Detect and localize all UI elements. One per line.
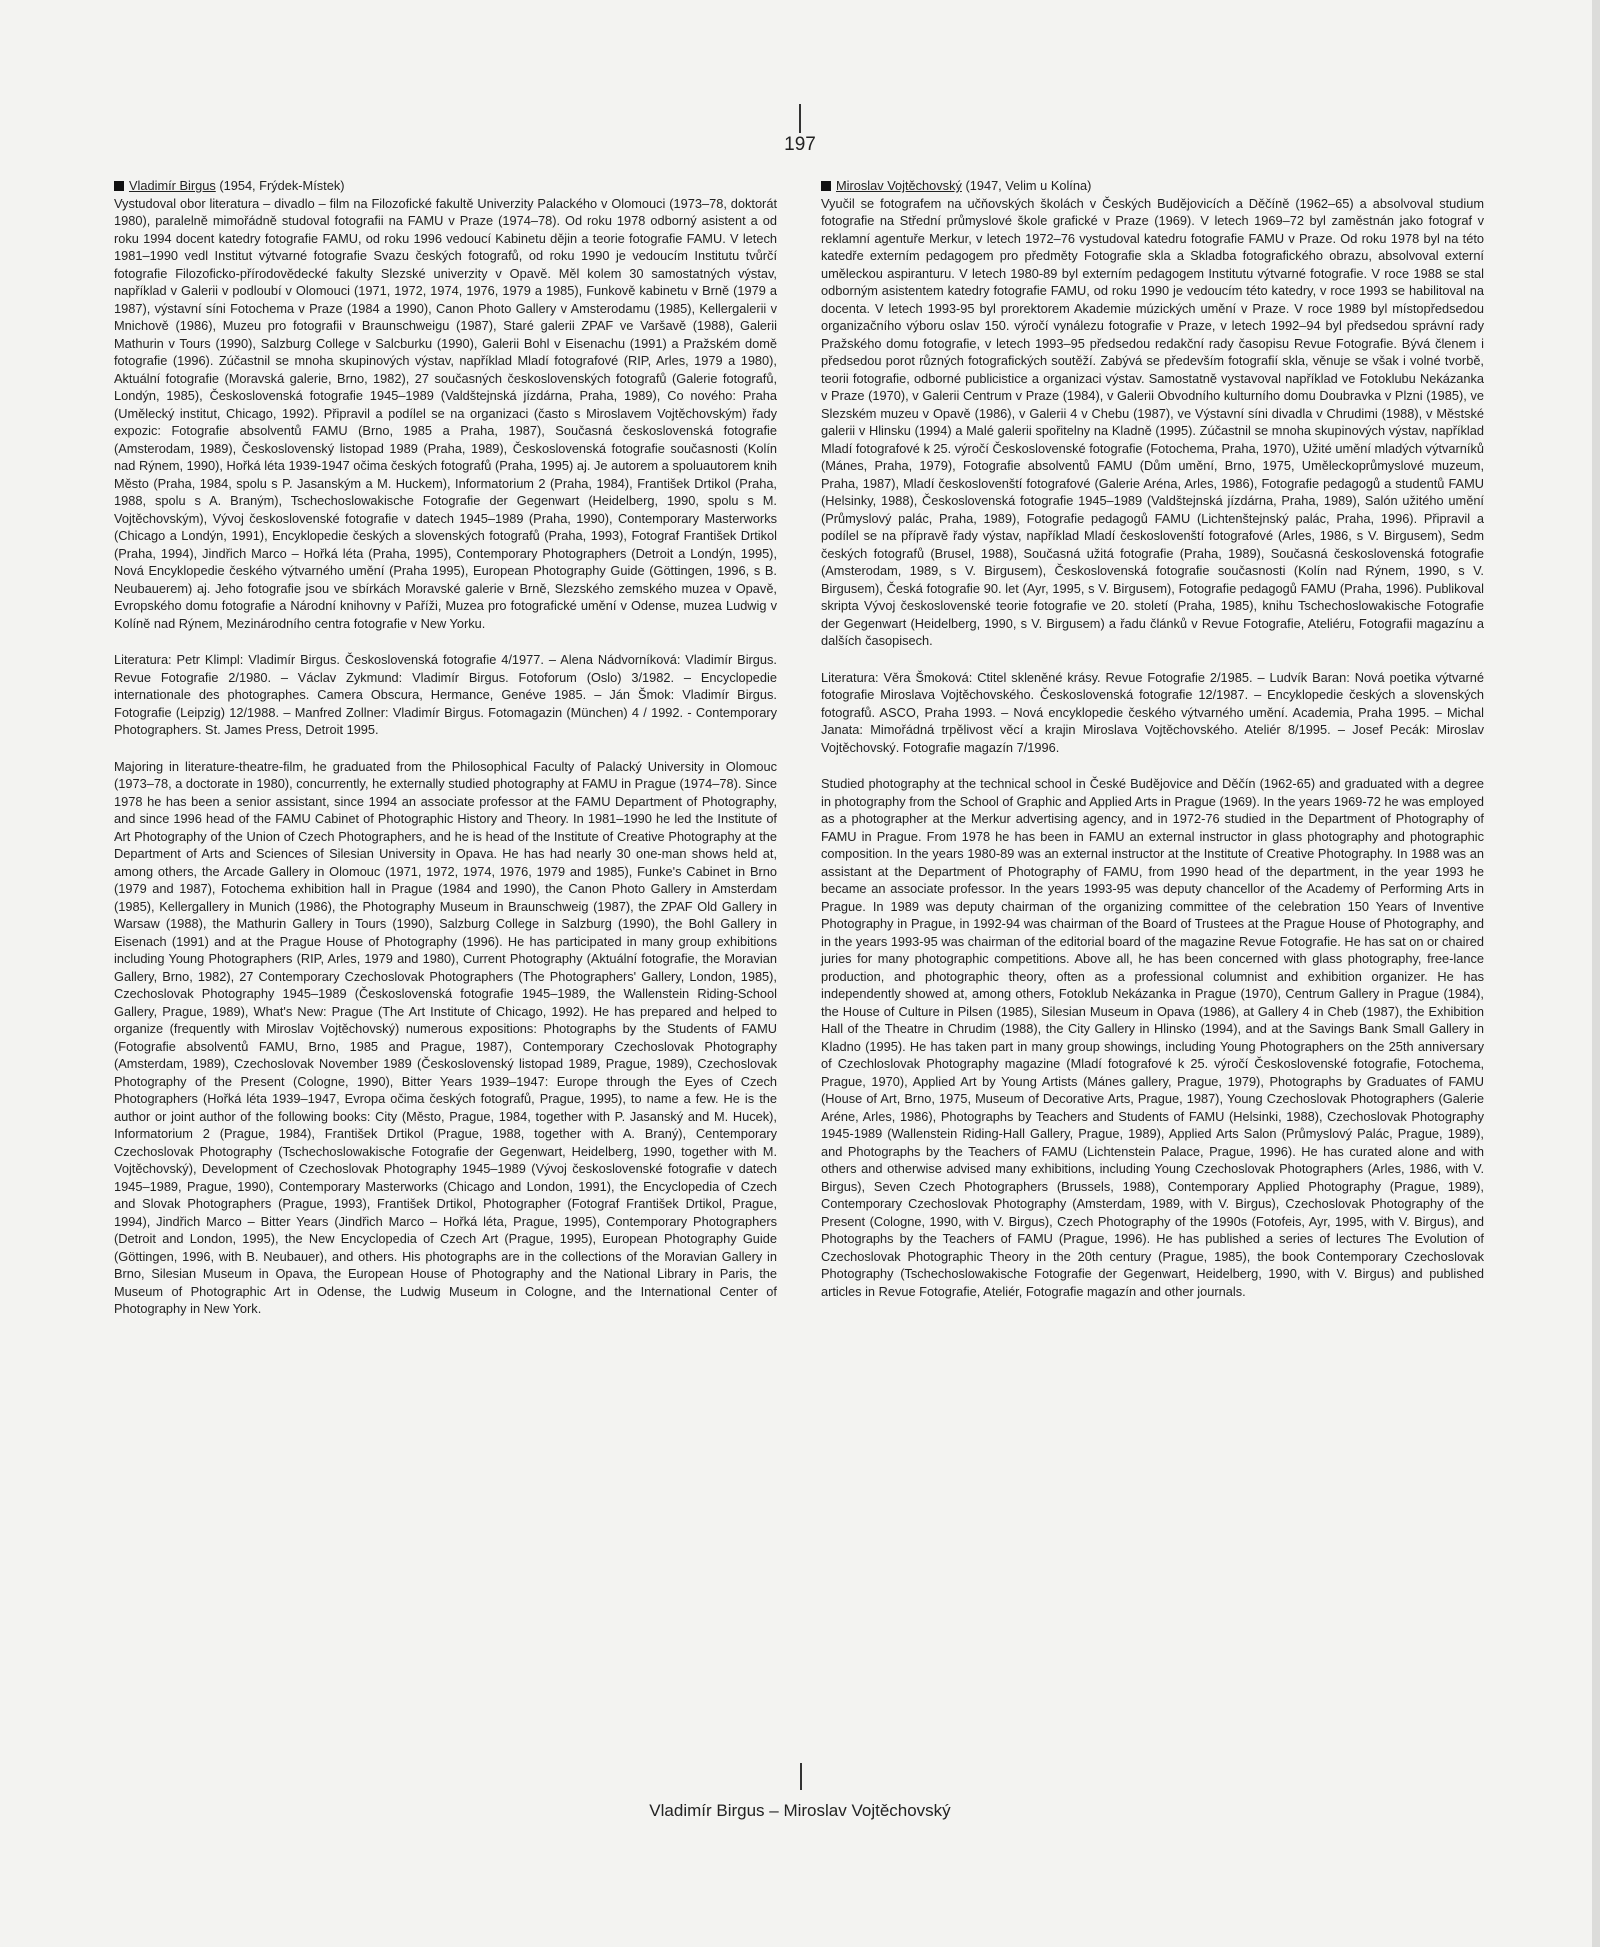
right-column bbox=[821, 177, 1484, 1319]
left-birth: (1954, Frýdek-Místek) bbox=[219, 178, 345, 193]
square-bullet-icon bbox=[821, 181, 831, 191]
right-heading bbox=[821, 177, 1484, 195]
right-bio-cz-text: Vyučil se fotografem na učňovských školách v Českých Budějovicích a Děčíně (1962–65) a absolvoval studium fotografie na Střední průmyslové škole grafické v Praze (1969). V letech 1969–72 byl zaměstnán jako fotograf v reklamní agentuře Merkur, v letech 1972–76 vystudoval katedru fotografie FAMU v Praze. Od roku 1978 byl na této katedře externím pedagogem pro předměty Fotografie skla a Skladba fotografického obrazu, absolvoval externí uměleckou aspiranturu. V letech 1980-89 byl externím pedagogem Institutu výtvarné fotografie. V roce 1988 se stal odborným asistentem katedry fotografie FAMU, od roku 1990 je vedoucím této katedry, v roce 1993 se habilitoval na docenta. V letech 1993-95 byl prorektorem Akademie múzických umění v Praze. V roce 1989 byl místopředsedou organizačního výboru oslav 150. výročí vynálezu fotografie v Praze, v letech 1992–94 byl předsedou správní rady Pražského domu fotografie, v letech 1993–95 předsedou redakční rady časopisu Revue Fotografie. Bývá členem i předsedou porot různých fotografických soutěží. Zabývá se především fotografií skla, věnuje se však i volné tvorbě, teorii fotografie, odborné publicistice a organizaci výstav. Samostatně vystavoval například ve Fotoklubu Nekázanka v Praze (1970), v Galerii Centrum v Praze (1984), v Galerii Obvodního kulturního domu Doubravka v Plzni (1985), ve Slezském muzeu v Opavě (1986), v Galerii 4 v Chebu (1987), ve Výstavní síni divadla v Chrudimi (1988), v Městské galerii v Hlinsku (1994) a Malé galerii spořitelny na Kladně (1995). Zúčastnil se mnoha skupinových výstav, například Mladí fotografové k 25. výročí Československé fotografie (Fotochema, Praha, 1970), Užité umění mladých výtvarníků (Mánes, Praha, 1979), Fotografie absolventů FAMU (Dům umění, Brno, 1975, Uměleckoprůmyslové muzeum, Praha, 1987), Mladí českoslovenští fotografové (Galerie Aréna, Arles, 1986), Fotografie pedagogů a studentů FAMU (Helsinky, 1988), Československá fotografie 1945–1989 (Valdštejnská jízdárna, Praha, 1989), Salón užitého umění (Průmyslový palác, Praha, 1989), Fotografie pedagogů FAMU (Lichtenštejnský palác, Praha, 1996). Připravil a podílel se na přípravě řady výstav, například Mladí českoslovenští fotografové (Arles, 1986, s V. Birgusem), Sedm českých fotografů (Brusel, 1988), Současná užitá fotografie (Praha, 1989), Současná československá fotografie (Amsterodam, 1989, s V. Birgusem), Československá fotografie současnosti (Kolín nad Rýnem, 1990, s V. Birgusem), Česká fotografie 90. let (Ayr, 1995, s V. Birgusem), Fotografie pedagogů FAMU (Praha, 1996). Publikoval skripta Vývoj československé teorie fotografie ve 20. století (Praha, 1985), knihu Tschechoslowakische Fotografie der Gegenwart (Heidelberg, 1990, s V. Birgusem) a řadu článků v Revue Fotografie, Ateliéru, Fotografii magazínu a dalších časopisech. bbox=[821, 195, 1484, 648]
footer-rule bbox=[800, 1763, 802, 1790]
left-column bbox=[114, 177, 777, 1337]
left-literature: Literatura: Petr Klimpl: Vladimír Birgus. Československá fotografie 4/1977. – Alena Nádvorníková: Vladimír Birgus. Revue Fotografie 2/1980. – Václav Zykmund: Vladimír Birgus. Fotoforum (Oslo) 3/1982. – Encyclopedie internationale des photographes. Camera Obscura, Hermance, Genéve 1985. – Ján Šmok: Vladimír Birgus. Fotografie (Leipzig) 12/1988. – Manfred Zollner: Vladimír Birgus. Fotomagazin (München) 4 / 1992. - Contemporary Photographers. St. James Press, Detroit 1995. bbox=[114, 652, 777, 737]
right-birth: (1947, Velim u Kolína) bbox=[965, 178, 1092, 193]
page-number bbox=[770, 102, 830, 156]
left-person-name: Vladimír Birgus bbox=[129, 178, 216, 193]
right-bio-cz bbox=[821, 177, 1484, 650]
left-bio-en: Majoring in literature-theatre-film, he graduated from the Philosophical Faculty of Palacký University in Olomouc (1973–78, a doctorate in 1980), concurrently, he externally studied photography at FAMU in Prague (1974–78). Since 1978 he has been a senior assistant, since 1994 an associate professor at the FAMU Department of Photography, and since 1996 head of the FAMU Cabinet of Photographic History and Theory. In 1981–1990 he led the Institute of Art Photography of the Union of Czech Photographers, and he is head of the Institute of Creative Photography at the Department of Arts and Sciences of Silesian University in Opava. He has had nearly 30 one-man shows held at, among others, the Arcade Gallery in Olomouc (1971, 1972, 1974, 1976, 1979 and 1985), Funke's Cabinet in Brno (1979 and 1987), Fotochema exhibition hall in Prague (1984 and 1990), the Canon Photo Gallery in Amsterdam (1985), Kellergallery in Munich (1986), the Photography Museum in Braunschweig (1987), the ZPAF Old Gallery in Warsaw (1988), the Mathurin Gallery in Tours (1990), Salzburg College in Salzburg (1990), the Bohl Gallery in Eisenach (1991) and at the Prague House of Photography (1996). He has participated in many group exhibitions including Young Photographers (RIP, Arles, 1979 and 1980), Current Photography (Aktuální fotografie, the Moravian Gallery, Brno, 1982), 27 Contemporary Czechoslovak Photographers (The Photographers' Gallery, London, 1985), Czechoslovak Photography 1945–1989 (Československá fotografie 1945–1989, the Wallenstein Riding-School Gallery, Prague, 1989), What's New: Prague (The Art Institute of Chicago, 1992). He has prepared and helped to organize (frequently with Miroslav Vojtěchovský) numerous expositions: Photographs by the Students of FAMU (Fotografie absolventů FAMU, Brno, 1985 and Prague, 1987), Contemporary Czechoslovak Photography (Amsterdam, 1989), Czechoslovak November 1989 (Československý listopad 1989, Prague, 1989), Czechoslovak Photography of the Present (Cologne, 1990), Bitter Years 1939–1947: Europe through the Eyes of Czech Photographers (Hořká léta 1939–1947, Evropa očima českých fotografů, Prague, 1995), to name a few. He is the author or joint author of the following books: City (Město, Prague, 1984, together with P. Jasanský and M. Hucek), Informatorium 2 (Prague, 1984), František Drtikol (Prague, 1988, together with A. Braný), Centemporary Czechoslovak Photography (Tschechoslowakische Fotografie der Gegenwart, Heidelberg, 1990, together with M. Vojtěchovský), Development of Czechoslovak Photography 1945–1989 (Vývoj československé fotografie v datech 1945–1989, Prague, 1990), Contemporary Masterworks (Chicago and London, 1991), the Encyclopedia of Czech and Slovak Photographers (Prague, 1993), František Drtikol, Photographer (Fotograf František Drtikol, Prague, 1994), Jindřich Marco – Bitter Years (Jindřich Marco – Hořká léta, Prague, 1995), Contemporary Photographers (Detroit and London, 1995), the New Encyclopedia of Czech Art (Prague, 1995), European Photography Guide (Göttingen, 1996, with B. Neubauer), and others. His photographs are in the collections of the Moravian Gallery in Brno, Silesian Museum in Opava, the European House of Photography and the National Library in Paris, the Museum of Photographic Art in Odense, the Ludwig Museum in Cologne, and the International Center of Photography in New York. bbox=[114, 758, 777, 1316]
page-edge bbox=[1592, 0, 1600, 1947]
right-literature: Literatura: Věra Šmoková: Ctitel skleněné krásy. Revue Fotografie 2/1985. – Ludvík Baran: Nová poetika výtvarné fotografie Miroslava Vojtěchovského. Československá fotografie 12/1987. – Encyklopedie českých a slovenských fotografů. ASCO, Praha 1993. – Nová encyklopedie českého výtvarného umění. Academia, Praha 1995. – Michal Janata: Mimořádná trpělivost věcí a krajin Miroslava Vojtěchovského. Ateliér 8/1995. – Josef Pecák: Miroslav Vojtěchovský. Fotografie magazín 7/1996. bbox=[821, 669, 1484, 755]
page-number-text: 197 bbox=[784, 134, 816, 155]
left-heading bbox=[114, 177, 777, 195]
square-bullet-icon bbox=[114, 181, 124, 191]
left-bio-cz bbox=[114, 177, 777, 632]
left-bio-cz-text: Vystudoval obor literatura – divadlo – film na Filozofické fakultě Univerzity Palackého v Olomouci (1973–78, doktorát 1980), paralelně mimořádně studoval fotografii na FAMU v Praze (1974–78). Od roku 1978 odborný asistent a od roku 1994 docent katedry fotografie FAMU, od roku 1996 vedoucí Kabinetu dějin a teorie fotografie FAMU. V letech 1981–1990 vedl Institut výtvarné fotografie Svazu českých fotografů, od roku 1990 je vedoucím Institutu tvůrčí fotografie Filozoficko-přírodovědecké fakulty Slezské univerzity v Opavě. Měl kolem 30 samostatných výstav, například v Galerii v podloubí v Olomouci (1971, 1972, 1974, 1976, 1979 a 1985), Funkově kabinetu v Brně (1979 a 1987), výstavní síni Fotochema v Praze (1984 a 1990), Canon Photo Gallery v Amsterodamu (1985), Kellergalerii v Mnichově (1986), Muzeu pro fotografii v Braunschweigu (1987), Staré galerii ZPAF ve Varšavě (1988), Galerii Mathurin v Tours (1990), Salzburg College v Salcburku (1990), Galerii Bohl v Eisenachu (1991) a Pražském domě fotografie (1996). Zúčastnil se mnoha skupinových výstav, například Mladí fotografové (RIP, Arles, 1979 a 1980), Aktuální fotografie (Moravská galerie, Brno, 1982), 27 současných československých fotografů (Galerie fotografů, Londýn, 1985), Československá fotografie 1945–1989 (Valdštejnská jízdárna, Praha, 1989), Co nového: Praha (Umělecký institut, Chicago, 1992). Připravil a podílel se na organizaci (často s Miroslavem Vojtěchovským) řady expozic: Fotografie absolventů FAMU (Brno, 1985 a Praha, 1987), Současná československá fotografie (Amsterodam, 1989), Československý listopad 1989 (Praha, 1989), Československá fotografie současnosti (Kolín nad Rýnem, 1990), Hořká léta 1939-1947 očima českých fotografů (Praha, 1995) aj. Je autorem a spoluautorem knih Město (Praha, 1984, spolu s P. Jasanským a M. Huckem), Informatorium 2 (Praha, 1984), František Drtikol (Praha, 1988, spolu s A. Braným), Tschechoslowakische Fotografie der Gegenwart (Heidelberg, 1990, spolu s M. Vojtěchovským), Vývoj československé fotografie v datech 1945–1989 (Praha, 1990), Contemporary Masterworks (Chicago a Londýn, 1991), Encyklopedie českých a slovenských fotografů (Praha, 1993), Fotograf František Drtikol (Praha, 1994), Jindřich Marco – Hořká léta (Praha, 1995), Contemporary Photographers (Detroit a Londýn, 1995), Nová Encyklopedie českého výtvarného umění (Praha 1995), European Photography Guide (Göttingen, 1996, s B. Neubauerem) aj. Jeho fotografie jsou ve sbírkách Moravské galerie v Brně, Slezského zemského muzea v Opavě, Evropského domu fotografie a Národní knihovny v Paříži, Muzea pro fotografické umění v Odense, muzea Ludwig v Kolíně nad Rýnem, Mezinárodního centra fotografie v New Yorku. bbox=[114, 195, 777, 631]
footer-title: Vladimír Birgus – Miroslav Vojtěchovský bbox=[649, 1801, 951, 1820]
right-bio-en: Studied photography at the technical school in České Budějovice and Děčín (1962-65) and graduated with a degree in photography from the School of Graphic and Applied Arts in Prague (1969). In the years 1969-72 he was employed as a photographer at the Merkur advertising agency, and in 1972-76 studied in the Department of Photography of FAMU in Prague. From 1978 he has been in FAMU an external instructor in glass photography and photographic composition. In the years 1980-89 was an external instructor at the Institute of Creative Photography. In 1988 was an assistant at the Department of Photography of FAMU, from 1990 head of the department, in the year 1993 he became an associate professor. In the years 1993-95 was deputy chancellor of the Academy of Performing Arts in Prague. In 1989 was deputy chairman of the organizing committee of the celebration 150 Years of Inventive Photography in Prague, in 1992-94 was chairman of the Board of Trustees at the Prague House of Photography, and in the years 1993-95 was chairman of the editorial board of the magazine Revue Fotografie. He has sat on or chaired juries for many photographic competitions. Above all, he has been concerned with glass photography, free-lance production, and photographic theory, often as a professional columnist and exhibition organizer. He has independently showed at, among others, Fotoklub Nekázanka in Prague (1970), Centrum Gallery in Prague (1984), the House of Culture in Pilsen (1985), Silesian Museum in Opava (1986), at Gallery 4 in Cheb (1987), the Exhibition Hall of the Theatre in Chrudim (1988), the City Gallery in Hlinsko (1994), and at the Savings Bank Small Gallery in Kladno (1995). He has taken part in many group showings, including Young Photographers on the 25th anniversary of Czechloslovak Photography magazine (Mladí fotografové k 25. výročí Československé fotografie, Fotochema, Prague, 1970), Applied Art by Young Artists (Mánes gallery, Prague, 1979), Photographs by Graduates of FAMU (House of Art, Brno, 1975, Museum of Decorative Arts, Prague, 1987), Young Czechoslovak Photographers (Galerie Aréne, Arles, 1986), Photographs by Teachers and Students of FAMU (Helsinki, 1988), Czechoslovak Photography 1945-1989 (Wallenstein Riding-Hall Gallery, Prague, 1989), Applied Arts Salon (Průmyslový Palác, Prague, 1989), and Photographs by the Teachers of FAMU (Lichtenstein Palace, Prague, 1996). He has curated alone and with others and otherwise advised many exhibitions, including Young Czechoslovak Photographers (Arles, 1986, with V. Birgus), Seven Czech Photographers (Brussels, 1988), Contemporary Applied Photography (Prague, 1989), Contemporary Czechoslovak Photography (Amsterdam, 1989, with V. Birgus), Czechoslovak Photography of the Present (Cologne, 1990, with V. Birgus), Czech Photography of the 1990s (Fotofeis, Ayr, 1995, with V. Birgus), and Photographs by the Teachers of FAMU (Prague, 1996). He has published a series of lectures The Evolution of Czechoslovak Photographic Theory in the 20th century (Prague, 1985), the book Contemporary Czechoslovak Photography (Tschechoslowakische Fotografie der Gegenwart, Heidelberg, 1990, with V. Birgus) and published articles in Revue Fotografie, Ateliér, Fotografie magazín and other journals. bbox=[821, 776, 1485, 1299]
right-person-name: Miroslav Vojtěchovský bbox=[836, 178, 962, 193]
